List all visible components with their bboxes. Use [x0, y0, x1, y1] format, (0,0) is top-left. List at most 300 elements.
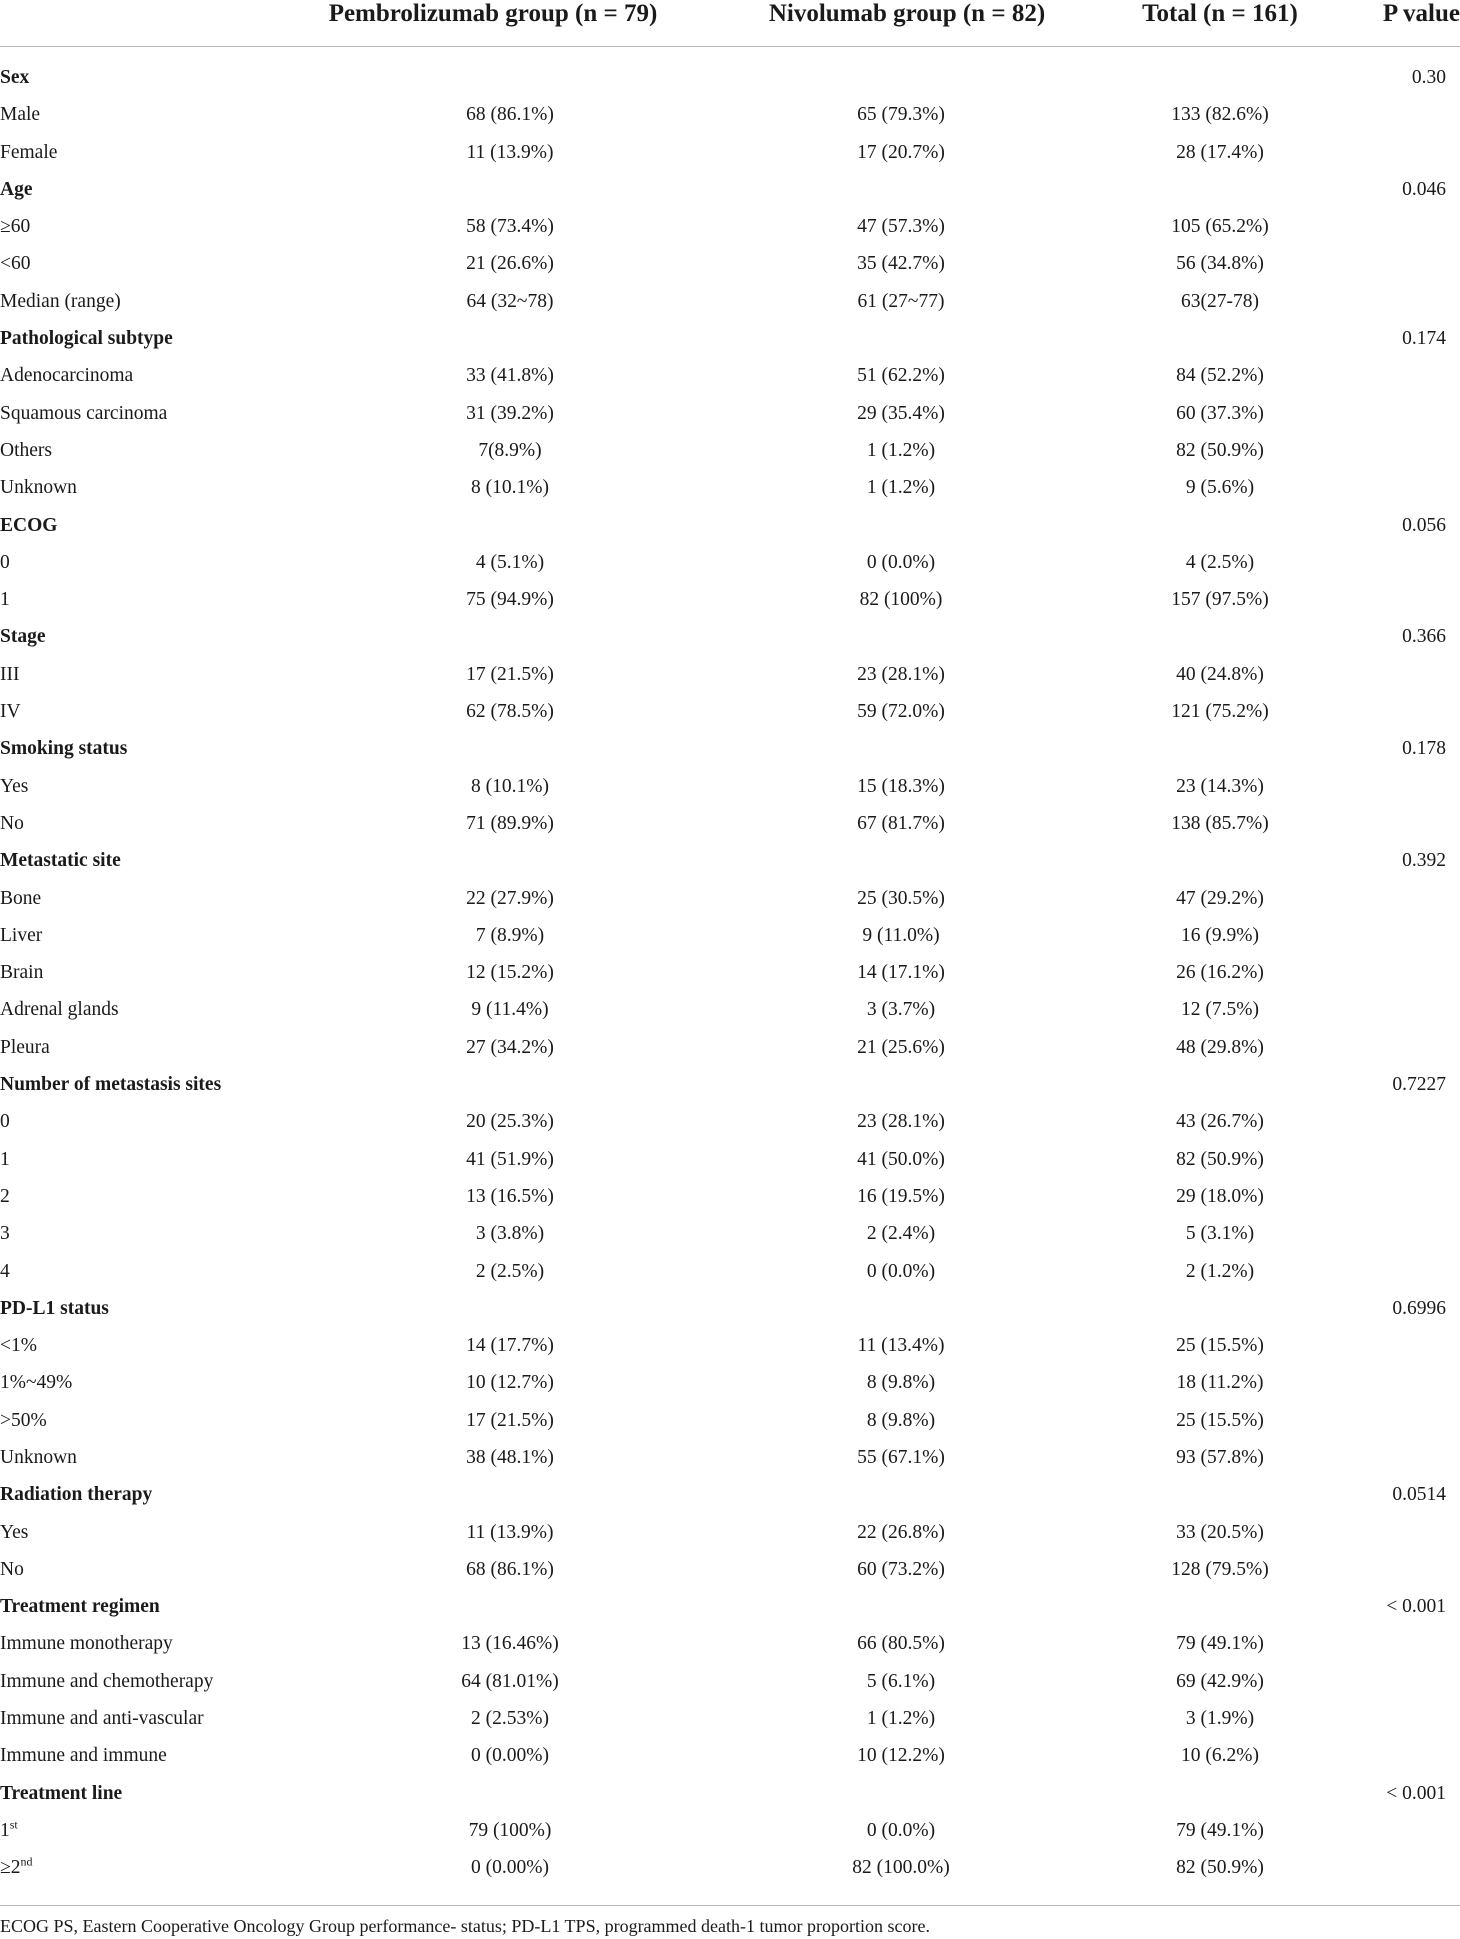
table-row	[0, 1443, 1460, 1480]
cell-nivolumab-text: 23 (28.1%)	[857, 1111, 945, 1133]
row-label-text: Unknown	[0, 1446, 77, 1468]
cell-p-value	[1340, 1480, 1460, 1510]
table-header	[0, 0, 1460, 46]
row-label	[0, 1518, 330, 1548]
cell-nivolumab-text: 1 (1.2%)	[866, 1708, 936, 1730]
row-label-text: Adrenal glands	[0, 999, 119, 1021]
table-group-row	[0, 324, 1460, 361]
row-label-text: 1	[0, 589, 10, 611]
cell-nivolumab	[736, 921, 1066, 951]
cell-pembrolizumab	[380, 921, 640, 951]
cell-pembrolizumab	[380, 1667, 640, 1697]
cell-pembrolizumab	[380, 995, 640, 1025]
cell-pembrolizumab-text: 75 (94.9%)	[466, 589, 554, 611]
cell-pembrolizumab	[380, 884, 640, 914]
cell-pembrolizumab	[380, 1368, 640, 1398]
row-label	[0, 100, 330, 130]
cell-total	[1075, 660, 1365, 690]
cell-total-text: 9 (5.6%)	[1185, 477, 1255, 499]
cell-total-text: 133 (82.6%)	[1171, 104, 1269, 126]
cell-total-text: 2 (1.2%)	[1185, 1260, 1255, 1282]
cell-pembrolizumab-text: 13 (16.46%)	[461, 1633, 559, 1655]
row-label-text: Male	[0, 104, 41, 126]
cell-nivolumab	[736, 1331, 1066, 1361]
cell-nivolumab	[736, 249, 1066, 279]
cell-nivolumab	[736, 958, 1066, 988]
cell-nivolumab	[736, 100, 1066, 130]
table-body	[0, 63, 1460, 1891]
row-label	[0, 1779, 330, 1809]
row-label	[0, 1555, 330, 1585]
cell-total-text: 18 (11.2%)	[1176, 1372, 1264, 1394]
table-row	[0, 660, 1460, 697]
table-row	[0, 138, 1460, 175]
cell-pembrolizumab-text: 62 (78.5%)	[466, 701, 554, 723]
cell-pembrolizumab-text: 20 (25.3%)	[466, 1111, 554, 1133]
cell-nivolumab-text: 9 (11.0%)	[862, 924, 940, 946]
cell-pembrolizumab	[380, 1704, 640, 1734]
cell-nivolumab	[736, 1629, 1066, 1659]
row-label-text: 1%~49%	[0, 1372, 73, 1394]
cell-nivolumab	[736, 1518, 1066, 1548]
cell-total-text: 63(27-78)	[1181, 290, 1259, 312]
cell-p-value-text: 0.6996	[1392, 1297, 1446, 1319]
cell-total	[1075, 1331, 1365, 1361]
cell-p-value	[1340, 1070, 1460, 1100]
cell-pembrolizumab	[380, 958, 640, 988]
cell-nivolumab	[736, 1853, 1066, 1883]
row-label-text: Treatment regimen	[0, 1596, 160, 1618]
row-label-text: Liver	[0, 924, 43, 946]
cell-nivolumab-text: 61 (27~77)	[857, 290, 945, 312]
cell-pembrolizumab	[380, 772, 640, 802]
cell-total-text: 29 (18.0%)	[1176, 1185, 1264, 1207]
cell-nivolumab-text: 8 (9.8%)	[866, 1372, 936, 1394]
cell-pembrolizumab-text: 0 (0.00%)	[471, 1857, 549, 1879]
cell-pembrolizumab-text: 2 (2.53%)	[471, 1708, 549, 1730]
cell-pembrolizumab-text: 68 (86.1%)	[466, 1558, 554, 1580]
row-label-text: Treatment line	[0, 1782, 123, 1804]
cell-total	[1075, 436, 1365, 466]
cell-nivolumab	[736, 1667, 1066, 1697]
cell-p-value	[1340, 846, 1460, 876]
cell-nivolumab-text: 0 (0.0%)	[866, 551, 936, 573]
cell-p-value-text: 0.056	[1402, 514, 1446, 536]
cell-p-value-text: 0.7227	[1392, 1074, 1446, 1096]
row-label	[0, 175, 330, 205]
cell-total	[1075, 1741, 1365, 1771]
cell-pembrolizumab	[380, 287, 640, 317]
cell-pembrolizumab-text: 31 (39.2%)	[466, 402, 554, 424]
cell-p-value-text: 0.174	[1402, 328, 1446, 350]
cell-nivolumab-text: 66 (80.5%)	[857, 1633, 945, 1655]
table-footnote: ECOG PS, Eastern Cooperative Oncology Group performance- status; PD-L1 TPS, programmed death-1 tumor proportion score.	[0, 1916, 930, 1936]
cell-pembrolizumab	[380, 1219, 640, 1249]
table-row	[0, 1145, 1460, 1182]
cell-total	[1075, 1667, 1365, 1697]
table-group-row	[0, 734, 1460, 771]
cell-pembrolizumab-text: 7 (8.9%)	[475, 924, 545, 946]
cell-nivolumab-text: 2 (2.4%)	[866, 1223, 936, 1245]
cell-nivolumab-text: 14 (17.1%)	[857, 962, 945, 984]
row-label-text: 0	[0, 551, 10, 573]
cell-nivolumab-text: 15 (18.3%)	[857, 775, 945, 797]
row-label-text: Number of metastasis sites	[0, 1074, 222, 1096]
cell-pembrolizumab-text: 11 (13.9%)	[466, 141, 554, 163]
row-label-text: Others	[0, 439, 52, 461]
cell-total-text: 10 (6.2%)	[1181, 1745, 1259, 1767]
cell-pembrolizumab	[380, 809, 640, 839]
table-row	[0, 1518, 1460, 1555]
row-label-text: III	[0, 663, 20, 685]
cell-pembrolizumab	[380, 399, 640, 429]
cell-total-text: 4 (2.5%)	[1185, 551, 1255, 573]
cell-nivolumab-text: 11 (13.4%)	[857, 1335, 945, 1357]
row-label-text: ≥2	[0, 1857, 21, 1879]
row-label	[0, 958, 330, 988]
row-label-text: ECOG	[0, 514, 58, 536]
cell-pembrolizumab	[380, 548, 640, 578]
table-row	[0, 1629, 1460, 1666]
cell-total	[1075, 361, 1365, 391]
cell-nivolumab-text: 41 (50.0%)	[857, 1148, 945, 1170]
row-label	[0, 1406, 330, 1436]
row-label-text: Sex	[0, 67, 30, 88]
header-rule	[0, 46, 1460, 47]
table-group-row	[0, 511, 1460, 548]
cell-pembrolizumab	[380, 100, 640, 130]
cell-nivolumab-text: 16 (19.5%)	[857, 1185, 945, 1207]
table-row	[0, 1741, 1460, 1778]
cell-nivolumab	[736, 138, 1066, 168]
table-group-row	[0, 1779, 1460, 1816]
table-row	[0, 548, 1460, 585]
cell-p-value	[1340, 1779, 1460, 1809]
cell-total	[1075, 1368, 1365, 1398]
cell-total-text: 26 (16.2%)	[1176, 962, 1264, 984]
table-group-row	[0, 175, 1460, 212]
table-row	[0, 1107, 1460, 1144]
cell-pembrolizumab	[380, 1443, 640, 1473]
table-row	[0, 399, 1460, 436]
row-label	[0, 1741, 330, 1771]
cell-nivolumab-text: 3 (3.7%)	[866, 999, 936, 1021]
row-label-text: >50%	[0, 1409, 47, 1431]
cell-pembrolizumab-text: 79 (100%)	[468, 1819, 552, 1841]
cell-pembrolizumab-text: 21 (26.6%)	[466, 253, 554, 275]
cell-pembrolizumab	[380, 1555, 640, 1585]
cell-total-text: 93 (57.8%)	[1176, 1446, 1264, 1468]
cell-nivolumab-text: 25 (30.5%)	[857, 887, 945, 909]
cell-nivolumab-text: 23 (28.1%)	[857, 663, 945, 685]
cell-p-value	[1340, 175, 1460, 205]
row-label-text: Median (range)	[0, 290, 121, 312]
cell-nivolumab	[736, 1145, 1066, 1175]
table-group-row	[0, 1070, 1460, 1107]
header-total: Total (n = 161)	[1142, 0, 1298, 27]
cell-total-text: 16 (9.9%)	[1181, 924, 1259, 946]
row-label	[0, 995, 330, 1025]
cell-p-value	[1340, 63, 1460, 93]
cell-nivolumab	[736, 1368, 1066, 1398]
cell-nivolumab-text: 17 (20.7%)	[857, 141, 945, 163]
row-label	[0, 697, 330, 727]
row-label	[0, 1629, 330, 1659]
cell-p-value-text: 0.392	[1402, 850, 1446, 872]
cell-nivolumab-text: 59 (72.0%)	[857, 701, 945, 723]
cell-p-value-text: 0.178	[1402, 738, 1446, 760]
table-row	[0, 1816, 1460, 1853]
row-label	[0, 1257, 330, 1287]
cell-p-value	[1340, 1294, 1460, 1324]
row-label	[0, 548, 330, 578]
cell-pembrolizumab	[380, 1816, 640, 1846]
cell-total	[1075, 287, 1365, 317]
cell-p-value-text: 0.30	[1411, 67, 1446, 88]
row-label-text: PD-L1 status	[0, 1297, 109, 1319]
table-row	[0, 772, 1460, 809]
row-label	[0, 473, 330, 503]
cell-total	[1075, 697, 1365, 727]
cell-pembrolizumab-text: 8 (10.1%)	[471, 477, 549, 499]
cell-pembrolizumab	[380, 1629, 640, 1659]
cell-nivolumab	[736, 1033, 1066, 1063]
row-label	[0, 1182, 330, 1212]
row-label	[0, 1331, 330, 1361]
row-label	[0, 1070, 330, 1100]
header-nivolumab: Nivolumab group (n = 82)	[768, 0, 1046, 27]
cell-pembrolizumab-text: 14 (17.7%)	[466, 1335, 554, 1357]
table-row	[0, 1257, 1460, 1294]
cell-pembrolizumab-text: 68 (86.1%)	[466, 104, 554, 126]
cell-nivolumab	[736, 585, 1066, 615]
cell-total-text: 84 (52.2%)	[1176, 365, 1264, 387]
cell-pembrolizumab	[380, 1257, 640, 1287]
table-row	[0, 1033, 1460, 1070]
cell-p-value-text: < 0.001	[1386, 1596, 1446, 1618]
cell-pembrolizumab-text: 8 (10.1%)	[471, 775, 549, 797]
cell-pembrolizumab-text: 2 (2.5%)	[475, 1260, 545, 1282]
cell-nivolumab	[736, 995, 1066, 1025]
cell-nivolumab	[736, 1107, 1066, 1137]
cell-nivolumab	[736, 212, 1066, 242]
cell-total-text: 121 (75.2%)	[1171, 701, 1269, 723]
table-group-row	[0, 846, 1460, 883]
cell-pembrolizumab	[380, 697, 640, 727]
cell-p-value	[1340, 1592, 1460, 1622]
cell-total-text: 82 (50.9%)	[1176, 1148, 1264, 1170]
row-label	[0, 1480, 330, 1510]
cell-total	[1075, 1406, 1365, 1436]
cell-pembrolizumab	[380, 1107, 640, 1137]
row-label-text: Female	[0, 141, 58, 163]
cell-pembrolizumab-text: 7(8.9%)	[478, 439, 542, 461]
row-label	[0, 1368, 330, 1398]
row-label	[0, 921, 330, 951]
row-label	[0, 249, 330, 279]
cell-total	[1075, 100, 1365, 130]
cell-total	[1075, 1257, 1365, 1287]
row-label-text: No	[0, 1558, 24, 1580]
row-label	[0, 622, 330, 652]
cell-nivolumab	[736, 697, 1066, 727]
row-label-text: Brain	[0, 962, 44, 984]
cell-p-value	[1340, 511, 1460, 541]
cell-total-text: 40 (24.8%)	[1176, 663, 1264, 685]
row-label-text: Pleura	[0, 1036, 50, 1058]
cell-nivolumab	[736, 287, 1066, 317]
row-label-text: 4	[0, 1260, 10, 1282]
row-label	[0, 1816, 330, 1846]
row-label	[0, 1219, 330, 1249]
row-label-text: Yes	[0, 775, 29, 797]
cell-pembrolizumab-text: 17 (21.5%)	[466, 663, 554, 685]
row-label-superscript: st	[9, 1817, 18, 1832]
cell-total-text: 3 (1.9%)	[1185, 1708, 1255, 1730]
cell-total	[1075, 399, 1365, 429]
cell-p-value	[1340, 622, 1460, 652]
cell-nivolumab-text: 60 (73.2%)	[857, 1558, 945, 1580]
row-label	[0, 1667, 330, 1697]
table-row	[0, 1704, 1460, 1741]
cell-pembrolizumab	[380, 138, 640, 168]
row-label-text: Immune monotherapy	[0, 1633, 173, 1655]
row-label	[0, 1443, 330, 1473]
cell-nivolumab-text: 0 (0.0%)	[866, 1819, 936, 1841]
cell-total-text: 43 (26.7%)	[1176, 1111, 1264, 1133]
cell-nivolumab	[736, 1443, 1066, 1473]
cell-pembrolizumab-text: 38 (48.1%)	[466, 1446, 554, 1468]
row-label-text: <60	[0, 253, 31, 275]
cell-p-value-text: < 0.001	[1386, 1782, 1446, 1804]
cell-total-text: 12 (7.5%)	[1181, 999, 1259, 1021]
cell-total	[1075, 884, 1365, 914]
cell-pembrolizumab	[380, 473, 640, 503]
header-p-value: P value	[1382, 0, 1460, 27]
cell-total-text: 69 (42.9%)	[1176, 1670, 1264, 1692]
cell-total-text: 82 (50.9%)	[1176, 439, 1264, 461]
cell-nivolumab-text: 29 (35.4%)	[857, 402, 945, 424]
row-label	[0, 734, 330, 764]
row-label	[0, 212, 330, 242]
cell-pembrolizumab-text: 10 (12.7%)	[466, 1372, 554, 1394]
row-label	[0, 1033, 330, 1063]
table-group-row	[0, 1480, 1460, 1517]
cell-total	[1075, 249, 1365, 279]
table-row	[0, 1667, 1460, 1704]
cell-nivolumab	[736, 361, 1066, 391]
cell-total-text: 48 (29.8%)	[1176, 1036, 1264, 1058]
row-label-text: Metastatic site	[0, 850, 121, 872]
cell-total-text: 33 (20.5%)	[1176, 1521, 1264, 1543]
row-label-text: No	[0, 812, 24, 834]
row-label	[0, 1853, 330, 1883]
table-row	[0, 1331, 1460, 1368]
cell-total	[1075, 138, 1365, 168]
table-row	[0, 995, 1460, 1032]
cell-total-text: 79 (49.1%)	[1176, 1819, 1264, 1841]
cell-p-value-text: 0.366	[1402, 626, 1446, 648]
cell-total	[1075, 772, 1365, 802]
cell-pembrolizumab	[380, 1182, 640, 1212]
row-label	[0, 511, 330, 541]
row-label-text: Immune and anti-vascular	[0, 1708, 204, 1730]
row-label	[0, 1592, 330, 1622]
row-label-text: 3	[0, 1223, 10, 1245]
table-row	[0, 100, 1460, 137]
cell-pembrolizumab	[380, 1741, 640, 1771]
row-label	[0, 884, 330, 914]
cell-total-text: 105 (65.2%)	[1171, 216, 1269, 238]
table-row	[0, 884, 1460, 921]
row-label	[0, 809, 330, 839]
row-label-text: Age	[0, 178, 33, 200]
cell-nivolumab	[736, 1704, 1066, 1734]
cell-nivolumab-text: 51 (62.2%)	[857, 365, 945, 387]
cell-pembrolizumab	[380, 361, 640, 391]
cell-total	[1075, 1182, 1365, 1212]
cell-total-text: 47 (29.2%)	[1176, 887, 1264, 909]
row-label	[0, 436, 330, 466]
row-label-text: Squamous carcinoma	[0, 402, 168, 424]
cell-nivolumab	[736, 548, 1066, 578]
cell-pembrolizumab	[380, 249, 640, 279]
cell-pembrolizumab	[380, 1518, 640, 1548]
row-label-text: 1	[0, 1819, 10, 1841]
cell-pembrolizumab-text: 13 (16.5%)	[466, 1185, 554, 1207]
row-label-text: <1%	[0, 1335, 37, 1357]
row-label-text: Unknown	[0, 477, 77, 499]
cell-nivolumab-text: 1 (1.2%)	[866, 439, 936, 461]
table-row	[0, 921, 1460, 958]
cell-p-value-text: 0.046	[1402, 178, 1446, 200]
table-row	[0, 212, 1460, 249]
cell-nivolumab-text: 55 (67.1%)	[857, 1446, 945, 1468]
cell-total	[1075, 1443, 1365, 1473]
cell-nivolumab	[736, 1555, 1066, 1585]
cell-pembrolizumab-text: 64 (32~78)	[466, 290, 554, 312]
cell-total-text: 138 (85.7%)	[1171, 812, 1269, 834]
cell-pembrolizumab-text: 4 (5.1%)	[475, 551, 545, 573]
cell-nivolumab-text: 67 (81.7%)	[857, 812, 945, 834]
cell-total	[1075, 995, 1365, 1025]
cell-nivolumab	[736, 660, 1066, 690]
cell-pembrolizumab-text: 17 (21.5%)	[466, 1409, 554, 1431]
cell-total-text: 28 (17.4%)	[1176, 141, 1264, 163]
cell-nivolumab	[736, 399, 1066, 429]
row-label	[0, 1294, 330, 1324]
table-row	[0, 809, 1460, 846]
row-label-text: 1	[0, 1148, 10, 1170]
table-row	[0, 361, 1460, 398]
table-row	[0, 1368, 1460, 1405]
cell-nivolumab	[736, 1219, 1066, 1249]
cell-nivolumab-text: 65 (79.3%)	[857, 104, 945, 126]
cell-total-text: 5 (3.1%)	[1185, 1223, 1255, 1245]
cell-nivolumab	[736, 1741, 1066, 1771]
row-label-text: 2	[0, 1185, 10, 1207]
cell-pembrolizumab	[380, 1853, 640, 1883]
cell-total	[1075, 1107, 1365, 1137]
cell-total	[1075, 1555, 1365, 1585]
row-label-text: IV	[0, 701, 21, 723]
cell-total-text: 82 (50.9%)	[1176, 1857, 1264, 1879]
table-row	[0, 473, 1460, 510]
table-row	[0, 249, 1460, 286]
row-label	[0, 399, 330, 429]
row-label-superscript: nd	[20, 1854, 33, 1869]
cell-total	[1075, 548, 1365, 578]
